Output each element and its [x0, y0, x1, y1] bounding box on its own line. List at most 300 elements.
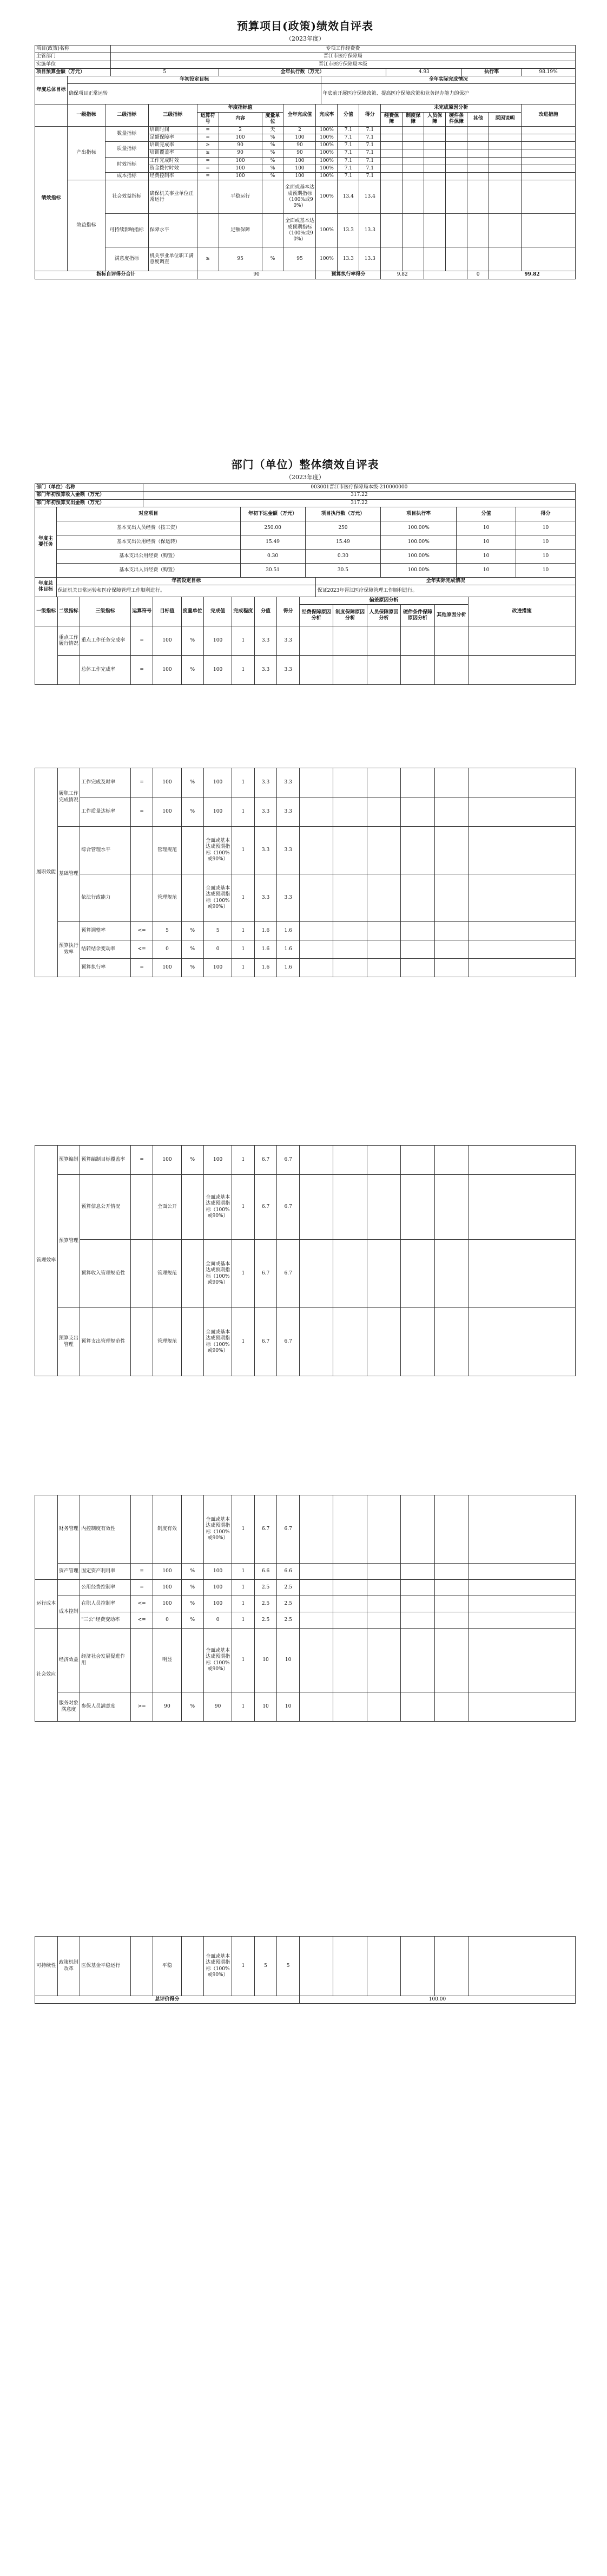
overall-score: 99.82: [489, 271, 576, 279]
unit-cell: [181, 1308, 204, 1376]
blank-cell: [299, 940, 333, 959]
unit-cell: %: [181, 959, 204, 977]
header-year-actual: 项目执行数（万元）: [305, 507, 381, 521]
actual-cell: 全面或基本达成预期指标（100%或90%）: [204, 874, 232, 922]
target-cell: 管理规范: [153, 1240, 181, 1308]
blank-cell: [434, 1175, 468, 1240]
operator-cell: =: [197, 126, 219, 134]
lvl2-cell: 政策机制改革: [57, 1937, 80, 1996]
weight-cell: 6.7: [254, 1308, 277, 1376]
header-unit-2: 度量单位: [181, 597, 204, 626]
indicator-block-2: [35, 768, 576, 977]
unit-cell: [181, 874, 204, 922]
unit-cell: %: [181, 1692, 204, 1722]
header-annual-plan: 年初下达金额（万元）: [240, 507, 305, 521]
target-cell: 90: [153, 1692, 181, 1722]
task-name: 基本支出公用经费（保运转）: [56, 535, 240, 549]
lvl2-cell: [57, 1580, 80, 1596]
weight-cell: 7.1: [338, 149, 359, 157]
blank-cell: [367, 1240, 400, 1308]
score-cell: 10: [277, 1692, 300, 1722]
unit-cell: %: [262, 134, 283, 141]
blank-cell: [381, 142, 403, 149]
blank-cell: [469, 1564, 576, 1580]
unit-cell: %: [262, 173, 283, 180]
total-score-label: 总评价得分: [35, 1996, 300, 2004]
lvl2-cell: 质量指标: [105, 142, 148, 158]
indicator-table-4: [35, 1495, 576, 1722]
rate-cell: 1: [232, 940, 255, 959]
target-cell: 100: [153, 626, 181, 656]
operator-cell: [130, 1937, 153, 1996]
target-cell: 5: [153, 922, 181, 940]
content-cell: 平稳运行: [219, 180, 262, 214]
score-cell: 6.7: [277, 1495, 300, 1564]
lvl2-cell: 基础管理: [57, 827, 80, 922]
header-exec-rate: 项目执行率: [381, 507, 457, 521]
blank-cell: [333, 940, 367, 959]
header-weight: 分值: [338, 104, 359, 126]
target-cell: 管理规范: [153, 1308, 181, 1376]
actual-cell: 0: [204, 940, 232, 959]
task-exec: 250: [305, 521, 381, 535]
blank-cell: [401, 959, 434, 977]
rate-cell: 100%: [316, 173, 338, 180]
label-unit: 实施单位: [35, 61, 111, 68]
blank-cell: [401, 922, 434, 940]
unit-cell: %: [181, 1564, 204, 1580]
weight-cell: 5: [254, 1937, 277, 1996]
weight-cell: 7.1: [338, 126, 359, 134]
blank-cell: [521, 173, 575, 180]
operator-cell: =: [197, 173, 219, 180]
blank-cell: [469, 940, 576, 959]
blank-cell: [467, 214, 489, 247]
actual-cell: 全面或基本达成预期指标（100%或90%）: [204, 1308, 232, 1376]
blank-cell: [446, 126, 467, 134]
actual-cell: 全面或基本达成预期指标（100%或90%）: [204, 1495, 232, 1564]
score-cell: 6.7: [277, 1146, 300, 1175]
blank-cell: [381, 149, 403, 157]
lvl2-cell: 预算执行效率: [57, 922, 80, 977]
blank-cell: [367, 1308, 400, 1376]
blank-cell: [403, 214, 424, 247]
actual-cell: 全面或基本达成预期指标（100%或90%）: [204, 827, 232, 874]
unit-cell: %: [181, 626, 204, 656]
score-cell: 2.5: [277, 1612, 300, 1629]
actual-cell: 全面或基本达成预期指标（100%或90%）: [204, 1240, 232, 1308]
blank-cell: [333, 797, 367, 827]
score-cell: 6.6: [277, 1564, 300, 1580]
blank-cell: [401, 1629, 434, 1692]
unit-cell: [181, 1629, 204, 1692]
header-score-3: 得分: [277, 597, 300, 626]
weight-cell: 1.6: [254, 922, 277, 940]
goal-col-set: 年初设定目标: [67, 76, 321, 84]
target-cell: 100: [153, 959, 181, 977]
blank-cell: [367, 1495, 400, 1564]
rate-cell: 1: [232, 1564, 255, 1580]
blank-cell: [299, 1564, 333, 1580]
operator-cell: <=: [130, 1596, 153, 1612]
operator-cell: =: [197, 165, 219, 172]
header-score-2: 得分: [516, 507, 576, 521]
lvl2-cell: 服务对象满意度: [57, 1692, 80, 1722]
target-cell: 100: [153, 797, 181, 827]
lvl2-cell: 社会效益指标: [105, 180, 148, 214]
blank-cell: [333, 1692, 367, 1722]
lvl3-cell: 预算收入管理规范性: [80, 1240, 131, 1308]
operator-cell: ≥: [197, 142, 219, 149]
blank-cell: [424, 149, 446, 157]
blank-cell: [403, 126, 424, 134]
blank-cell: [299, 1580, 333, 1596]
header-dev-2: 偏差原因分析: [299, 597, 468, 605]
blank-cell: [434, 959, 468, 977]
blank-cell: [434, 1629, 468, 1692]
content-cell: 100: [219, 165, 262, 172]
rate-cell: 100%: [316, 180, 338, 214]
blank-cell: [367, 797, 400, 827]
blank-cell: [434, 768, 468, 797]
score-cell: 3.3: [277, 656, 300, 685]
lvl2-cell: 可持续影响指标: [105, 214, 148, 247]
weight-cell: 6.6: [254, 1564, 277, 1580]
lvl3-cell: "三公"经费变动率: [80, 1612, 131, 1629]
blank-cell: [467, 157, 489, 165]
blank-cell: [467, 173, 489, 180]
rate-cell: 100%: [316, 214, 338, 247]
blank-cell: [469, 1629, 576, 1692]
label-budget: 项目预算金额（万元）: [35, 68, 111, 76]
page-title-2: 部门（单位）整体绩效自评表: [231, 458, 379, 471]
rate-cell: 1: [232, 1596, 255, 1612]
rate-cell: 100%: [316, 134, 338, 141]
blank-cell: [489, 214, 522, 247]
operator-cell: =: [130, 1580, 153, 1596]
rate-cell: 100%: [316, 126, 338, 134]
rate-cell: 1: [232, 922, 255, 940]
target-cell: 100: [153, 656, 181, 685]
blank-cell: [299, 1495, 333, 1564]
blank-cell: [434, 1495, 468, 1564]
deduct-value: 0: [467, 271, 489, 279]
operator-cell: =: [130, 656, 153, 685]
weight-cell: 7.1: [338, 157, 359, 165]
content-cell: 90: [219, 149, 262, 157]
task-weight: 10: [457, 563, 516, 577]
blank-cell: [489, 126, 522, 134]
target-cell: 平稳: [153, 1937, 181, 1996]
content-cell: 100: [219, 173, 262, 180]
blank-cell: [434, 1596, 468, 1612]
blank-cell: [367, 1146, 400, 1175]
task-exec: 15.49: [305, 535, 381, 549]
lvl3-cell: 机关事业单位职工满意度调查: [148, 247, 197, 271]
header-dev-5: 原因说明: [489, 112, 522, 126]
target-cell: 管理规范: [153, 827, 181, 874]
unit-cell: [181, 1937, 204, 1996]
actual-cell: 100: [204, 959, 232, 977]
unit-cell: [181, 1240, 204, 1308]
header-lvl3: 三级指标: [148, 104, 197, 126]
blank-cell: [381, 247, 403, 271]
target-cell: 制度有效: [153, 1495, 181, 1564]
lvl3-cell: 工作完成时效: [148, 157, 197, 165]
blank-cell: [403, 149, 424, 157]
operator-cell: [197, 214, 219, 247]
completed-cell: 100: [283, 134, 316, 141]
blank-cell: [434, 1146, 468, 1175]
task-rate: 100.00%: [381, 563, 457, 577]
header-dev-col-4: 其他原因分析: [434, 605, 468, 626]
goal-col-actual-2: 全年实际完成情况: [316, 577, 576, 585]
blank-cell: [299, 827, 333, 874]
label-annual-goal: 年度总体目标: [35, 76, 68, 104]
weight-cell: 13.3: [338, 247, 359, 271]
score-cell: 1.6: [277, 959, 300, 977]
goal-actual-text: 年底前开展医疗保障政策、提高医疗保障政策和业务经办能力的保护: [321, 84, 576, 104]
blank-cell: [333, 656, 367, 685]
unit-cell: %: [181, 922, 204, 940]
operator-cell: >=: [130, 1692, 153, 1722]
rate-cell: 100%: [316, 165, 338, 172]
header-weight-2: 分值: [457, 507, 516, 521]
label-actual: 全年执行数（万元）: [219, 68, 386, 76]
content-cell: 足额保障: [219, 214, 262, 247]
blank-cell: [434, 1692, 468, 1722]
score-cell: 1.6: [277, 940, 300, 959]
unit-cell: %: [181, 1146, 204, 1175]
lvl1-cell: 履职效能: [35, 768, 58, 977]
year-label: （2023年度）: [286, 35, 325, 42]
blank-cell: [367, 656, 400, 685]
header-annual-target: 年度指标值: [197, 104, 283, 112]
blank-cell: [299, 1937, 333, 1996]
lvl3-cell: 确保机关事业单位正常运行: [148, 180, 197, 214]
goal-text: 确保项目正常运转: [67, 84, 321, 104]
lvl3-cell: 医保基金平稳运行: [80, 1937, 131, 1996]
operator-cell: [130, 1308, 153, 1376]
task-block-label: 年度主要任务: [35, 507, 57, 577]
blank-cell: [401, 1146, 434, 1175]
blank-cell: [521, 149, 575, 157]
task-weight: 10: [457, 549, 516, 563]
operator-cell: ≥: [197, 149, 219, 157]
blank-cell: [401, 797, 434, 827]
blank-cell: [401, 874, 434, 922]
target-cell: 全面公开: [153, 1175, 181, 1240]
lvl2-cell: 资产管理: [57, 1564, 80, 1580]
score-cell: 13.3: [359, 247, 381, 271]
score-cell: 3.3: [277, 797, 300, 827]
weight-cell: 2.5: [254, 1596, 277, 1612]
rate-cell: 1: [232, 1937, 255, 1996]
blank-cell: [446, 134, 467, 141]
actual-cell: 100: [204, 626, 232, 656]
target-cell: 100: [153, 768, 181, 797]
blank-cell: [446, 247, 467, 271]
operator-cell: =: [197, 157, 219, 165]
header-content: 内容: [219, 112, 262, 126]
blank-cell: [299, 1612, 333, 1629]
blank-cell: [333, 768, 367, 797]
completed-cell: 全面或基本达成预期指标（100%或90%）: [283, 180, 316, 214]
content-cell: 100: [219, 134, 262, 141]
lvl3-cell: 在职人员控制率: [80, 1596, 131, 1612]
blank-cell: [299, 959, 333, 977]
unit-cell: %: [181, 1612, 204, 1629]
rate-cell: 1: [232, 797, 255, 827]
score-cell: 2.5: [277, 1596, 300, 1612]
target-cell: 0: [153, 940, 181, 959]
lvl1-cell: 社会效应: [35, 1629, 58, 1722]
rate-cell: 1: [232, 768, 255, 797]
blank-cell: [469, 1146, 576, 1175]
operator-cell: [197, 180, 219, 214]
task-score: 10: [516, 521, 576, 535]
unit-report: [35, 456, 576, 685]
operator-cell: <=: [130, 922, 153, 940]
blank-cell: [333, 959, 367, 977]
lvl1-cell: [35, 626, 58, 685]
value-project-name: 专项工作经费费: [110, 45, 575, 53]
blank-cell: [434, 1240, 468, 1308]
header-operator-2: 运算符号: [130, 597, 153, 626]
blank-cell: [299, 797, 333, 827]
blank-cell: [446, 149, 467, 157]
weight-cell: 6.7: [254, 1175, 277, 1240]
page-title: 预算项目(政策)绩效自评表: [237, 19, 373, 32]
operator-cell: =: [197, 134, 219, 141]
lvl2-cell: 预算支出管理: [57, 1308, 80, 1376]
project-report: [35, 17, 576, 279]
blank-cell: [401, 656, 434, 685]
blank-cell: [381, 173, 403, 180]
blank-cell: [446, 214, 467, 247]
lvl3-cell: 内控制度有效性: [80, 1495, 131, 1564]
blank-cell: [299, 1596, 333, 1612]
perf-indicator-label: [35, 104, 68, 126]
blank-cell: [299, 656, 333, 685]
indicator-table: [35, 104, 576, 279]
blank-cell: [333, 626, 367, 656]
operator-cell: [130, 874, 153, 922]
indicator-block-4: [35, 1495, 576, 1722]
lvl3-cell: 公用经费控制率: [80, 1580, 131, 1596]
rate-cell: 1: [232, 1308, 255, 1376]
blank-cell: [469, 1240, 576, 1308]
rate-cell: 1: [232, 1146, 255, 1175]
header-completion-rate: 完成率: [316, 104, 338, 126]
operator-cell: <=: [130, 940, 153, 959]
score-cell: 10: [277, 1629, 300, 1692]
operator-cell: ≥: [197, 247, 219, 271]
header-dev-3: 硬件条件保障: [446, 112, 467, 126]
lvl1-cell: [35, 1495, 58, 1580]
task-score: 10: [516, 563, 576, 577]
actual-cell: 全面或基本达成预期指标（100%或90%）: [204, 1175, 232, 1240]
blank-cell: [381, 157, 403, 165]
blank-cell: [521, 214, 575, 247]
actual-cell: 0: [204, 1612, 232, 1629]
header-dev-2: 人员保障: [424, 112, 446, 126]
blank-cell: [446, 157, 467, 165]
rate-cell: 1: [232, 959, 255, 977]
lvl3-cell: 预算调整率: [80, 922, 131, 940]
header-target-2: 目标值: [153, 597, 181, 626]
operator-cell: [130, 1629, 153, 1692]
content-cell: 100: [219, 157, 262, 165]
blank-cell: [489, 180, 522, 214]
weight-cell: 3.3: [254, 768, 277, 797]
blank-cell: [367, 922, 400, 940]
operator-cell: =: [130, 1146, 153, 1175]
score-cell: 3.3: [277, 768, 300, 797]
blank-cell: [381, 214, 403, 247]
header-lvl3-2: 三级指标: [80, 597, 131, 626]
header-operator: 运算符号: [197, 112, 219, 126]
weight-cell: 6.7: [254, 1240, 277, 1308]
blank-cell: [299, 768, 333, 797]
header-task: 对应项目: [56, 507, 240, 521]
weight-cell: 7.1: [338, 165, 359, 172]
blank-cell: [333, 1629, 367, 1692]
goal-col-actual: 全年实际完成情况: [321, 76, 576, 84]
task-score: 10: [516, 549, 576, 563]
task-rate: 100.00%: [381, 535, 457, 549]
blank-cell: [469, 656, 576, 685]
rate-cell: 1: [232, 1495, 255, 1564]
score-cell: 2.5: [277, 1580, 300, 1596]
actual-cell: 100: [204, 1596, 232, 1612]
overall-goal-table: [35, 577, 576, 597]
unit-cell: %: [181, 940, 204, 959]
blank-cell: [424, 142, 446, 149]
completed-cell: 全面或基本达成预期指标（100%或90%）: [283, 214, 316, 247]
year-label-2: （2023年度）: [286, 474, 325, 481]
blank-cell: [401, 827, 434, 874]
header-dev-col-1: 制度保障原因分析: [333, 605, 367, 626]
blank-cell: [381, 134, 403, 141]
completed-cell: 90: [283, 149, 316, 157]
task-table: [35, 507, 576, 578]
blank-cell: [434, 874, 468, 922]
blank-cell: [333, 1495, 367, 1564]
blank-cell: [434, 1308, 468, 1376]
blank-cell: [489, 157, 522, 165]
deduct-label: [424, 271, 467, 279]
label-project-name: 项目(政策)名称: [35, 45, 111, 53]
operator-cell: =: [130, 1564, 153, 1580]
score-cell: 7.1: [359, 157, 381, 165]
indicator-block-5: [35, 1936, 576, 2004]
blank-cell: [489, 165, 522, 172]
unit-cell: %: [181, 797, 204, 827]
blank-cell: [424, 247, 446, 271]
actual-cell: 90: [204, 1692, 232, 1722]
rate-cell: 1: [232, 656, 255, 685]
lvl2-cell: [57, 656, 80, 685]
operator-cell: =: [130, 768, 153, 797]
blank-cell: [424, 173, 446, 180]
blank-cell: [403, 134, 424, 141]
blank-cell: [403, 173, 424, 180]
blank-cell: [424, 180, 446, 214]
header-actual-2: 完成值: [204, 597, 232, 626]
unit-cell: [262, 180, 283, 214]
blank-cell: [299, 922, 333, 940]
